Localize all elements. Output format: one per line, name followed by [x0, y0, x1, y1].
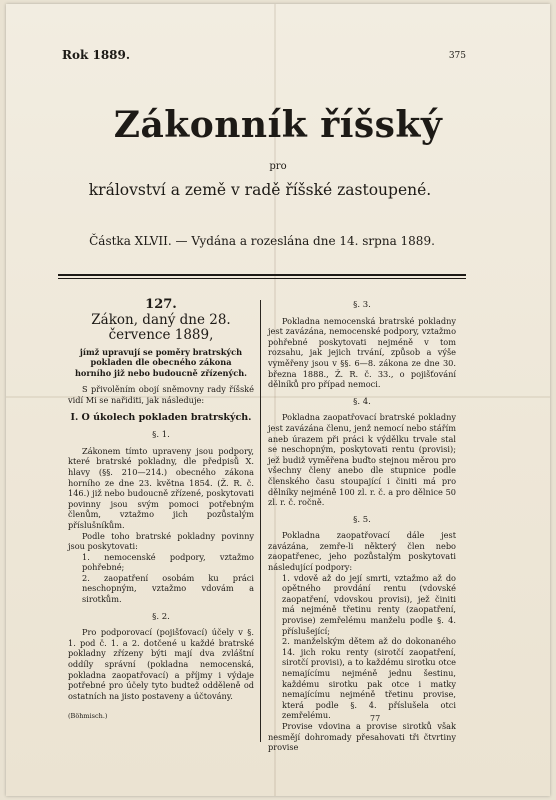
footer-language-note: (Böhmisch.): [68, 712, 108, 720]
law-intro: S přivolěním obojí sněmovny rady říšské vidí Mi se nařiditi, jak následuje:: [68, 384, 254, 405]
law-subtitle: jímž upravují se poměry bratrských pokladen dle obecného zákona horního již nebo budoucně zřízených.: [74, 346, 248, 378]
document-page: [6, 4, 550, 796]
section-heading: §. 2.: [152, 611, 170, 622]
section-heading: §. 4.: [353, 396, 371, 407]
paragraph: Podle toho bratrské pokladny povinny jsou poskytovati:: [68, 530, 254, 552]
section-heading: §. 1.: [152, 430, 170, 441]
paragraph: Pokladna zaopatřovací dále jest zavázána, zemře-li některý člen nebo zaopatřenec, jeho pozůstalým poskytovati následující podpory:: [268, 530, 456, 573]
document-title: Zákonník říšský: [113, 104, 443, 146]
page-number: 375: [448, 51, 466, 61]
sheet-number: 77: [370, 714, 381, 723]
header-year: Rok 1889.: [62, 48, 131, 62]
section-heading: §. 5.: [353, 514, 371, 525]
paragraph: Provise vdovina a provise sirotků však nesmějí dohromady přesahovati tři čtvrtiny provise: [268, 720, 456, 753]
law-number: 127.: [145, 297, 177, 312]
paragraph: Zákonem tímto upraveny jsou podpory, které bratrské pokladny, dle předpisů X. hlavy (§§. 210—214.) obecného zákona horního ze dne 23. května 1854. (Ž. R. č. 146.) již nebo budoucně zřízené, poskytovati povinny jsou svým pomoci potřebným členům, vztažmo jich pozůstalým příslušníkům.: [68, 445, 254, 530]
header-rule-thin: [58, 278, 466, 279]
title-connector: pro: [269, 161, 287, 172]
chapter-heading: I. O úkolech pokladen bratrských.: [70, 411, 252, 423]
list-item: 2. zaopatření osobám ku práci neschopným, vztažmo vdovám a sirotkům.: [82, 572, 254, 605]
paragraph: Pro podporovací (pojišťovací) účely v §. 1. pod č. 1. a 2. dotčené u každé bratrské pokladny zřízeny býti mají dva zvláštní oddíly správní (pokladna nemocenská, pokladna zaopatřovací) a příjmy i výdaje potřebné pro účely tyto budtež odděleně od ostatních na jisto postaveny a účtovány.: [68, 627, 254, 701]
paragraph: Pokladna zaopatřovací bratrské pokladny jest zavázána členu, jenž nemocí nebo stářím aneb úrazem při práci k výdělku trvale stal se neschopným, poskytovati rentu (provisi); jež budiž vyměřena buďto stejnou měrou pro všechny členy anebo dle stupnice podle členského času stoupající i činiti má pro dělníky nejméně 100 zl. r. č. a pro dělnice 50 zl. r. č. ročně.: [268, 412, 456, 508]
list-item: 2. manželským dětem až do dokonaného 14. jich roku renty (sirotčí zaopatření, sirotčí provisi), a to každému sirotku otce nemajícímu nejméně jednu šestinu, každému sirotku pak otce i matky nemajícímu nejméně třetinu provise, která podle §. 4. příslušela otci zemřelému.: [282, 636, 456, 721]
right-column: [268, 300, 456, 753]
column-divider: [260, 300, 261, 742]
paragraph: Pokladna nemocenská bratrské pokladny jest zavázána, nemocenské podpory, vztažmo pohřebné poskytovati nejméně v tom rozsahu, jak jejich trvání, způsob a výše vyměřeny jsou v §§. 6—8. zákona ze dne 30. března 1888., Ž. R. č. 33., o pojišťování dělníků pro případ nemoci.: [268, 315, 456, 390]
document-subtitle: království a země v radě říšské zastoupené.: [88, 181, 432, 199]
left-column: [68, 297, 254, 701]
issue-line: Částka XLVII. — Vydána a rozeslána dne 14. srpna 1889.: [89, 234, 435, 248]
list-item: 1. nemocenské podpory, vztažmo pohřebné;: [82, 551, 254, 573]
law-title: Zákon, daný dne 28. července 1889,: [91, 311, 231, 343]
section-heading: §. 3.: [353, 300, 371, 310]
header-rule-thick: [58, 274, 466, 276]
list-item: 1. vdově až do její smrti, vztažmo až do opětného provdání rentu (vdovské zaopatření, vdovskou provisi), jež činiti má nejméně třetinu renty (zaopatření, provise) zemřelému manželu podle §. 4. příslušející;: [282, 572, 456, 636]
